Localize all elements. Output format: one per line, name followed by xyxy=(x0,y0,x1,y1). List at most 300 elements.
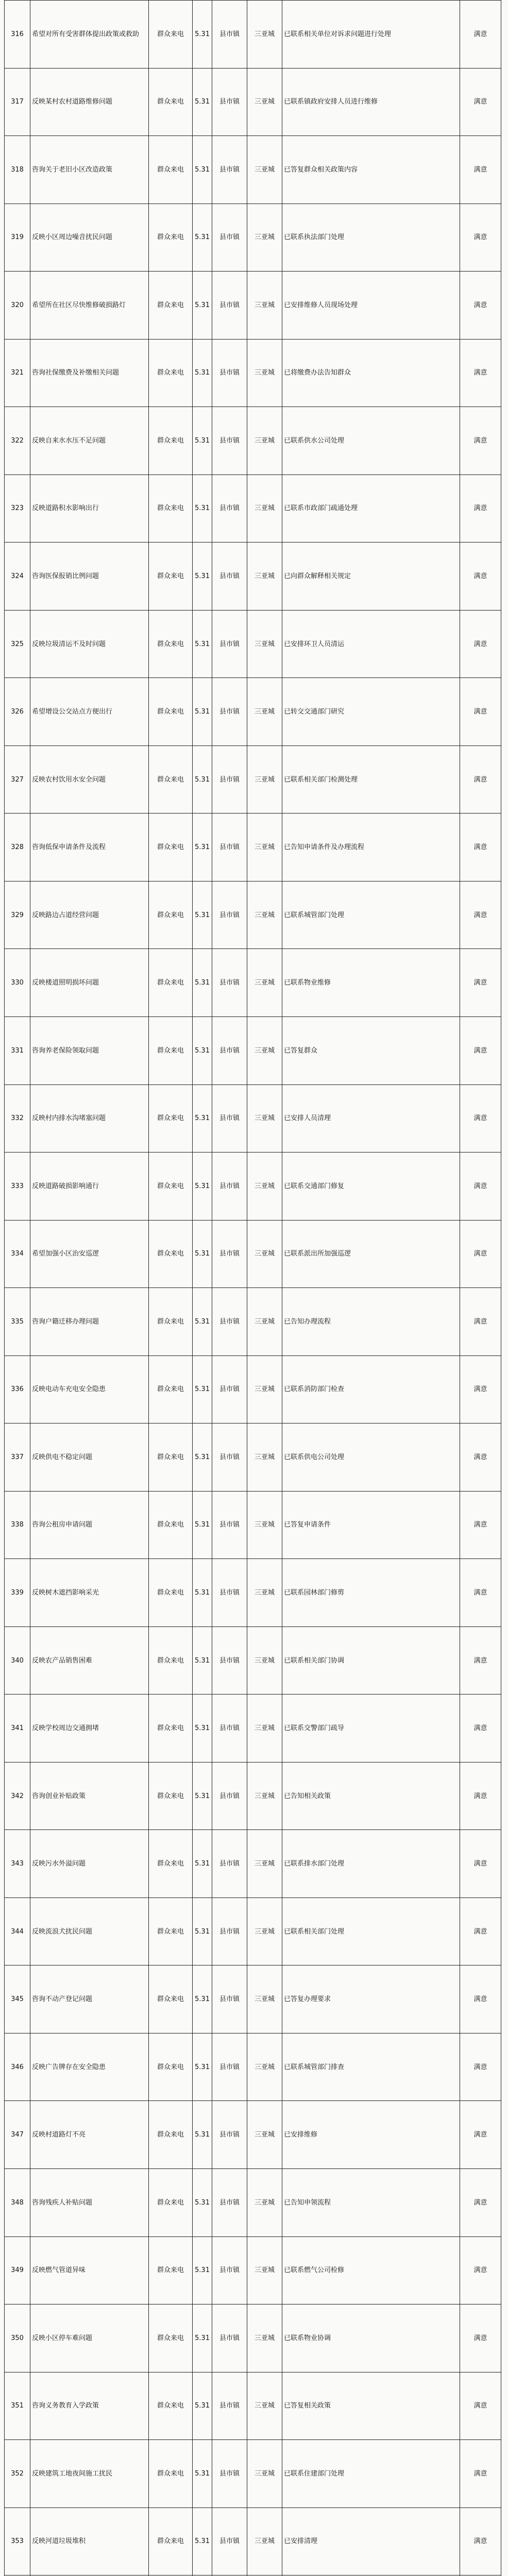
row-issue: 反映树木遮挡影响采光 xyxy=(30,1559,149,1627)
row-issue: 反映广告牌存在安全隐患 xyxy=(30,2033,149,2101)
row-number: 345 xyxy=(5,1965,30,2033)
table-row xyxy=(5,1355,501,1423)
row-type: 三亚城 xyxy=(247,1559,282,1627)
row-status: 满意 xyxy=(460,2440,501,2508)
row-result: 已安排人员清理 xyxy=(282,1084,460,1153)
row-area: 县市镇 xyxy=(212,1897,247,1965)
row-source: 群众来电 xyxy=(149,814,193,882)
row-source: 群众来电 xyxy=(149,949,193,1017)
row-status: 满意 xyxy=(460,949,501,1017)
row-area: 县市镇 xyxy=(212,339,247,407)
row-issue: 反映道路积水影响出行 xyxy=(30,474,149,543)
row-status: 满意 xyxy=(460,1153,501,1221)
row-result: 已联系排水部门处理 xyxy=(282,1830,460,1898)
row-area: 县市镇 xyxy=(212,474,247,543)
table-row xyxy=(5,1288,501,1356)
row-status: 满意 xyxy=(460,2169,501,2237)
row-source: 群众来电 xyxy=(149,1491,193,1559)
table-row xyxy=(5,1016,501,1084)
row-issue: 希望对所有受害群体提出政策或救助 xyxy=(30,1,149,69)
row-status: 满意 xyxy=(460,2372,501,2440)
row-number: 320 xyxy=(5,272,30,340)
row-number: 323 xyxy=(5,474,30,543)
table-row xyxy=(5,745,501,814)
table-row xyxy=(5,1897,501,1965)
row-type: 三亚城 xyxy=(247,339,282,407)
row-result: 已安排清理 xyxy=(282,2507,460,2575)
row-number: 347 xyxy=(5,2101,30,2169)
row-type: 三亚城 xyxy=(247,136,282,204)
row-date: 5.31 xyxy=(193,204,212,272)
row-type: 三亚城 xyxy=(247,1,282,69)
row-status: 满意 xyxy=(460,1355,501,1423)
row-type: 三亚城 xyxy=(247,204,282,272)
row-issue: 反映污水外溢问题 xyxy=(30,1830,149,1898)
row-area: 县市镇 xyxy=(212,745,247,814)
row-number: 339 xyxy=(5,1559,30,1627)
row-source: 群众来电 xyxy=(149,2372,193,2440)
row-date: 5.31 xyxy=(193,2101,212,2169)
row-status: 满意 xyxy=(460,204,501,272)
row-number: 317 xyxy=(5,68,30,136)
row-source: 群众来电 xyxy=(149,610,193,678)
row-result: 已将缴费办法告知群众 xyxy=(282,339,460,407)
row-number: 326 xyxy=(5,678,30,746)
row-status: 满意 xyxy=(460,1423,501,1492)
row-source: 群众来电 xyxy=(149,2440,193,2508)
row-date: 5.31 xyxy=(193,745,212,814)
row-date: 5.31 xyxy=(193,881,212,949)
row-area: 县市镇 xyxy=(212,1423,247,1492)
table-row xyxy=(5,1965,501,2033)
row-issue: 反映道路破损影响通行 xyxy=(30,1153,149,1221)
row-area: 县市镇 xyxy=(212,2169,247,2237)
row-area: 县市镇 xyxy=(212,2440,247,2508)
table-row xyxy=(5,2101,501,2169)
row-number: 348 xyxy=(5,2169,30,2237)
row-date: 5.31 xyxy=(193,2440,212,2508)
row-number: 322 xyxy=(5,407,30,475)
row-status: 满意 xyxy=(460,814,501,882)
row-result: 已联系相关部门协调 xyxy=(282,1626,460,1694)
row-result: 已联系交警部门疏导 xyxy=(282,1694,460,1762)
row-date: 5.31 xyxy=(193,1423,212,1492)
row-result: 已联系相关部门检测处理 xyxy=(282,745,460,814)
row-date: 5.31 xyxy=(193,2169,212,2237)
table-row xyxy=(5,204,501,272)
row-issue: 咨询低保申请条件及流程 xyxy=(30,814,149,882)
row-type: 三亚城 xyxy=(247,407,282,475)
row-result: 已联系园林部门修剪 xyxy=(282,1559,460,1627)
row-result: 已联系市政部门疏通处理 xyxy=(282,474,460,543)
row-source: 群众来电 xyxy=(149,1220,193,1288)
table-row xyxy=(5,543,501,611)
row-date: 5.31 xyxy=(193,1965,212,2033)
row-area: 县市镇 xyxy=(212,881,247,949)
row-result: 已答复群众 xyxy=(282,1016,460,1084)
row-date: 5.31 xyxy=(193,2507,212,2575)
table-row xyxy=(5,2440,501,2508)
row-area: 县市镇 xyxy=(212,1965,247,2033)
table-row xyxy=(5,2372,501,2440)
row-status: 满意 xyxy=(460,1288,501,1356)
row-type: 三亚城 xyxy=(247,2033,282,2101)
row-number: 333 xyxy=(5,1153,30,1221)
row-result: 已联系物业维修 xyxy=(282,949,460,1017)
row-date: 5.31 xyxy=(193,68,212,136)
row-number: 325 xyxy=(5,610,30,678)
row-result: 已联系供电公司处理 xyxy=(282,1423,460,1492)
row-area: 县市镇 xyxy=(212,1,247,69)
row-result: 已向群众解释相关规定 xyxy=(282,543,460,611)
row-issue: 反映供电不稳定问题 xyxy=(30,1423,149,1492)
row-status: 满意 xyxy=(460,745,501,814)
row-area: 县市镇 xyxy=(212,1084,247,1153)
row-date: 5.31 xyxy=(193,1626,212,1694)
row-issue: 反映燃气管道异味 xyxy=(30,2236,149,2304)
row-result: 已转交交通部门研究 xyxy=(282,678,460,746)
row-date: 5.31 xyxy=(193,1288,212,1356)
row-source: 群众来电 xyxy=(149,1626,193,1694)
row-status: 满意 xyxy=(460,136,501,204)
row-number: 351 xyxy=(5,2372,30,2440)
row-type: 三亚城 xyxy=(247,272,282,340)
row-status: 满意 xyxy=(460,2101,501,2169)
row-source: 群众来电 xyxy=(149,1355,193,1423)
row-status: 满意 xyxy=(460,68,501,136)
row-area: 县市镇 xyxy=(212,2304,247,2372)
row-result: 已安排环卫人员清运 xyxy=(282,610,460,678)
row-area: 县市镇 xyxy=(212,1491,247,1559)
row-source: 群众来电 xyxy=(149,1694,193,1762)
row-issue: 反映村道路灯不亮 xyxy=(30,2101,149,2169)
row-type: 三亚城 xyxy=(247,2440,282,2508)
row-type: 三亚城 xyxy=(247,745,282,814)
table-row xyxy=(5,2169,501,2237)
row-date: 5.31 xyxy=(193,136,212,204)
row-number: 332 xyxy=(5,1084,30,1153)
row-type: 三亚城 xyxy=(247,2169,282,2237)
table-row xyxy=(5,678,501,746)
row-number: 337 xyxy=(5,1423,30,1492)
row-area: 县市镇 xyxy=(212,1153,247,1221)
row-source: 群众来电 xyxy=(149,2507,193,2575)
row-result: 已联系住建部门处理 xyxy=(282,2440,460,2508)
row-number: 331 xyxy=(5,1016,30,1084)
row-source: 群众来电 xyxy=(149,2169,193,2237)
row-source: 群众来电 xyxy=(149,543,193,611)
row-number: 346 xyxy=(5,2033,30,2101)
row-result: 已联系燃气公司检修 xyxy=(282,2236,460,2304)
row-source: 群众来电 xyxy=(149,881,193,949)
row-issue: 咨询义务教育入学政策 xyxy=(30,2372,149,2440)
row-date: 5.31 xyxy=(193,407,212,475)
row-type: 三亚城 xyxy=(247,543,282,611)
row-result: 已联系镇政府安排人员进行维修 xyxy=(282,68,460,136)
row-result: 已联系相关部门处理 xyxy=(282,1897,460,1965)
row-area: 县市镇 xyxy=(212,1626,247,1694)
row-issue: 反映村内排水沟堵塞问题 xyxy=(30,1084,149,1153)
row-issue: 反映流浪犬扰民问题 xyxy=(30,1897,149,1965)
row-status: 满意 xyxy=(460,339,501,407)
row-area: 县市镇 xyxy=(212,1762,247,1830)
row-date: 5.31 xyxy=(193,1084,212,1153)
row-date: 5.31 xyxy=(193,1,212,69)
row-date: 5.31 xyxy=(193,1762,212,1830)
row-status: 满意 xyxy=(460,1559,501,1627)
row-type: 三亚城 xyxy=(247,1897,282,1965)
row-date: 5.31 xyxy=(193,474,212,543)
table-row xyxy=(5,2033,501,2101)
row-area: 县市镇 xyxy=(212,2372,247,2440)
row-type: 三亚城 xyxy=(247,1694,282,1762)
row-result: 已答复群众相关政策内容 xyxy=(282,136,460,204)
row-number: 336 xyxy=(5,1355,30,1423)
row-source: 群众来电 xyxy=(149,339,193,407)
table-row xyxy=(5,610,501,678)
row-result: 已联系城管部门排查 xyxy=(282,2033,460,2101)
row-type: 三亚城 xyxy=(247,814,282,882)
row-date: 5.31 xyxy=(193,814,212,882)
table-row xyxy=(5,1220,501,1288)
row-type: 三亚城 xyxy=(247,2507,282,2575)
row-status: 满意 xyxy=(460,678,501,746)
row-area: 县市镇 xyxy=(212,2033,247,2101)
row-issue: 反映楼道照明损坏问题 xyxy=(30,949,149,1017)
row-issue: 咨询公租房申请问题 xyxy=(30,1491,149,1559)
row-issue: 咨询不动产登记问题 xyxy=(30,1965,149,2033)
row-number: 338 xyxy=(5,1491,30,1559)
row-result: 已答复相关政策 xyxy=(282,2372,460,2440)
row-type: 三亚城 xyxy=(247,1355,282,1423)
row-date: 5.31 xyxy=(193,339,212,407)
row-type: 三亚城 xyxy=(247,2372,282,2440)
table-row xyxy=(5,272,501,340)
row-number: 335 xyxy=(5,1288,30,1356)
row-status: 满意 xyxy=(460,1626,501,1694)
row-date: 5.31 xyxy=(193,1830,212,1898)
row-issue: 反映小区停车难问题 xyxy=(30,2304,149,2372)
row-source: 群众来电 xyxy=(149,2236,193,2304)
row-number: 343 xyxy=(5,1830,30,1898)
row-type: 三亚城 xyxy=(247,1423,282,1492)
table-row xyxy=(5,814,501,882)
row-source: 群众来电 xyxy=(149,745,193,814)
row-issue: 希望所在社区尽快维修破损路灯 xyxy=(30,272,149,340)
row-issue: 咨询户籍迁移办理问题 xyxy=(30,1288,149,1356)
row-date: 5.31 xyxy=(193,2372,212,2440)
row-area: 县市镇 xyxy=(212,678,247,746)
row-number: 327 xyxy=(5,745,30,814)
row-number: 316 xyxy=(5,1,30,69)
row-status: 满意 xyxy=(460,474,501,543)
complaint-table xyxy=(4,0,501,2576)
row-result: 已联系物业协调 xyxy=(282,2304,460,2372)
row-source: 群众来电 xyxy=(149,1153,193,1221)
row-date: 5.31 xyxy=(193,1153,212,1221)
row-area: 县市镇 xyxy=(212,1016,247,1084)
table-row xyxy=(5,1694,501,1762)
row-date: 5.31 xyxy=(193,543,212,611)
row-issue: 反映垃圾清运不及时问题 xyxy=(30,610,149,678)
row-result: 已告知申请条件及办理流程 xyxy=(282,814,460,882)
row-issue: 反映某村农村道路维修问题 xyxy=(30,68,149,136)
row-area: 县市镇 xyxy=(212,1830,247,1898)
row-result: 已联系交通部门修复 xyxy=(282,1153,460,1221)
table-row xyxy=(5,1153,501,1221)
row-number: 329 xyxy=(5,881,30,949)
row-number: 319 xyxy=(5,204,30,272)
row-source: 群众来电 xyxy=(149,2033,193,2101)
row-issue: 咨询社保缴费及补缴相关问题 xyxy=(30,339,149,407)
table-row xyxy=(5,2507,501,2575)
row-status: 满意 xyxy=(460,2304,501,2372)
row-area: 县市镇 xyxy=(212,814,247,882)
row-number: 318 xyxy=(5,136,30,204)
row-area: 县市镇 xyxy=(212,1559,247,1627)
row-result: 已答复申请条件 xyxy=(282,1491,460,1559)
row-date: 5.31 xyxy=(193,1559,212,1627)
row-area: 县市镇 xyxy=(212,204,247,272)
row-number: 328 xyxy=(5,814,30,882)
row-type: 三亚城 xyxy=(247,1084,282,1153)
row-area: 县市镇 xyxy=(212,1355,247,1423)
row-date: 5.31 xyxy=(193,272,212,340)
row-source: 群众来电 xyxy=(149,1423,193,1492)
row-type: 三亚城 xyxy=(247,1626,282,1694)
row-status: 满意 xyxy=(460,610,501,678)
row-area: 县市镇 xyxy=(212,407,247,475)
table-row xyxy=(5,407,501,475)
row-type: 三亚城 xyxy=(247,2236,282,2304)
row-source: 群众来电 xyxy=(149,1,193,69)
row-source: 群众来电 xyxy=(149,1830,193,1898)
row-issue: 咨询养老保险领取问题 xyxy=(30,1016,149,1084)
table-row xyxy=(5,2304,501,2372)
row-type: 三亚城 xyxy=(247,1153,282,1221)
row-status: 满意 xyxy=(460,543,501,611)
table-row xyxy=(5,1491,501,1559)
row-source: 群众来电 xyxy=(149,1559,193,1627)
row-type: 三亚城 xyxy=(247,610,282,678)
row-status: 满意 xyxy=(460,1694,501,1762)
row-type: 三亚城 xyxy=(247,1220,282,1288)
row-result: 已联系供水公司处理 xyxy=(282,407,460,475)
row-area: 县市镇 xyxy=(212,2101,247,2169)
row-issue: 咨询关于老旧小区改造政策 xyxy=(30,136,149,204)
row-issue: 咨询创业补贴政策 xyxy=(30,1762,149,1830)
row-date: 5.31 xyxy=(193,2033,212,2101)
row-date: 5.31 xyxy=(193,1016,212,1084)
row-issue: 反映路边占道经营问题 xyxy=(30,881,149,949)
row-source: 群众来电 xyxy=(149,204,193,272)
row-status: 满意 xyxy=(460,1965,501,2033)
row-area: 县市镇 xyxy=(212,543,247,611)
row-source: 群众来电 xyxy=(149,407,193,475)
row-issue: 反映农产品销售困难 xyxy=(30,1626,149,1694)
row-type: 三亚城 xyxy=(247,1491,282,1559)
row-issue: 反映电动车充电安全隐患 xyxy=(30,1355,149,1423)
row-date: 5.31 xyxy=(193,1491,212,1559)
row-issue: 反映小区周边噪音扰民问题 xyxy=(30,204,149,272)
row-type: 三亚城 xyxy=(247,68,282,136)
row-issue: 反映建筑工地夜间施工扰民 xyxy=(30,2440,149,2508)
row-result: 已联系相关单位对诉求问题进行处理 xyxy=(282,1,460,69)
row-type: 三亚城 xyxy=(247,2304,282,2372)
row-number: 353 xyxy=(5,2507,30,2575)
row-result: 已安排维修 xyxy=(282,2101,460,2169)
row-issue: 反映学校周边交通拥堵 xyxy=(30,1694,149,1762)
row-issue: 反映农村饮用水安全问题 xyxy=(30,745,149,814)
row-source: 群众来电 xyxy=(149,2304,193,2372)
row-status: 满意 xyxy=(460,2507,501,2575)
row-source: 群众来电 xyxy=(149,1762,193,1830)
row-type: 三亚城 xyxy=(247,474,282,543)
row-type: 三亚城 xyxy=(247,1016,282,1084)
table-row xyxy=(5,339,501,407)
row-source: 群众来电 xyxy=(149,1016,193,1084)
row-number: 321 xyxy=(5,339,30,407)
row-status: 满意 xyxy=(460,1830,501,1898)
row-status: 满意 xyxy=(460,1084,501,1153)
row-number: 341 xyxy=(5,1694,30,1762)
row-date: 5.31 xyxy=(193,2236,212,2304)
row-issue: 反映自来水水压不足问题 xyxy=(30,407,149,475)
row-result: 已联系城管部门处理 xyxy=(282,881,460,949)
row-area: 县市镇 xyxy=(212,1220,247,1288)
row-status: 满意 xyxy=(460,2033,501,2101)
table-row xyxy=(5,2236,501,2304)
row-date: 5.31 xyxy=(193,1220,212,1288)
row-type: 三亚城 xyxy=(247,949,282,1017)
row-type: 三亚城 xyxy=(247,1965,282,2033)
row-type: 三亚城 xyxy=(247,1288,282,1356)
row-source: 群众来电 xyxy=(149,1288,193,1356)
row-area: 县市镇 xyxy=(212,68,247,136)
row-number: 340 xyxy=(5,1626,30,1694)
row-status: 满意 xyxy=(460,272,501,340)
row-area: 县市镇 xyxy=(212,949,247,1017)
row-date: 5.31 xyxy=(193,949,212,1017)
row-issue: 希望增设公交站点方便出行 xyxy=(30,678,149,746)
row-source: 群众来电 xyxy=(149,136,193,204)
row-result: 已告知相关政策 xyxy=(282,1762,460,1830)
row-type: 三亚城 xyxy=(247,678,282,746)
table-row xyxy=(5,1559,501,1627)
row-number: 330 xyxy=(5,949,30,1017)
row-number: 334 xyxy=(5,1220,30,1288)
row-area: 县市镇 xyxy=(212,272,247,340)
table-row xyxy=(5,1762,501,1830)
row-source: 群众来电 xyxy=(149,68,193,136)
table-row xyxy=(5,881,501,949)
row-number: 344 xyxy=(5,1897,30,1965)
row-result: 已安排维修人员现场处理 xyxy=(282,272,460,340)
row-number: 349 xyxy=(5,2236,30,2304)
row-source: 群众来电 xyxy=(149,1965,193,2033)
row-date: 5.31 xyxy=(193,1897,212,1965)
row-number: 352 xyxy=(5,2440,30,2508)
row-source: 群众来电 xyxy=(149,678,193,746)
row-status: 满意 xyxy=(460,1220,501,1288)
row-status: 满意 xyxy=(460,1897,501,1965)
table-row xyxy=(5,1084,501,1153)
row-issue: 咨询医保报销比例问题 xyxy=(30,543,149,611)
row-issue: 反映河道垃圾堆积 xyxy=(30,2507,149,2575)
row-result: 已联系消防部门检查 xyxy=(282,1355,460,1423)
table-row xyxy=(5,1830,501,1898)
row-source: 群众来电 xyxy=(149,2101,193,2169)
